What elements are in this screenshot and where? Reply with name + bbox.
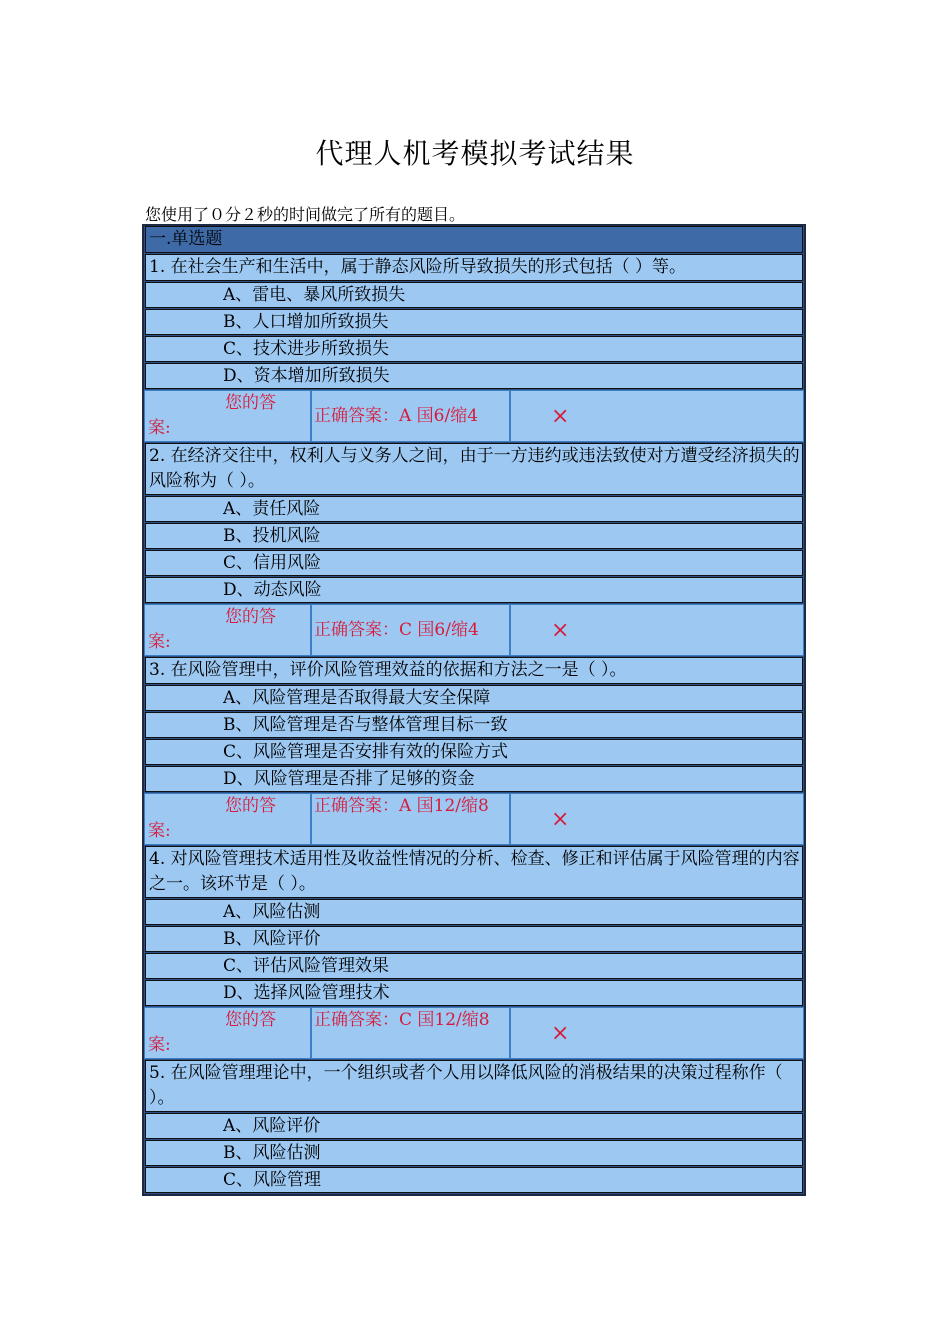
option-row: A、风险管理是否取得最大安全保障 bbox=[145, 685, 803, 711]
option-row: C、风险管理是否安排有效的保险方式 bbox=[145, 739, 803, 765]
option-row: A、风险估测 bbox=[145, 899, 803, 925]
option-row: B、投机风险 bbox=[145, 523, 803, 549]
option-row: D、动态风险 bbox=[145, 577, 803, 603]
your-answer-label: 您的答 案: bbox=[144, 793, 311, 845]
answer-row-4 bbox=[144, 1007, 804, 1059]
option-row: A、风险评价 bbox=[145, 1113, 803, 1139]
answer-row-3 bbox=[144, 793, 804, 845]
question-4: 4. 对风险管理技术适用性及收益性情况的分析、检查、修正和评估属于风险管理的内容之一。该环节是（ ）。 bbox=[145, 846, 803, 898]
option-row: C、风险管理 bbox=[145, 1167, 803, 1193]
wrong-mark-icon: × bbox=[510, 1007, 804, 1059]
correct-answer: 正确答案：A 国6/缩4 bbox=[311, 390, 510, 442]
wrong-mark-icon: × bbox=[510, 793, 804, 845]
option-row: C、技术进步所致损失 bbox=[145, 336, 803, 362]
question-3: 3. 在风险管理中，评价风险管理效益的依据和方法之一是（ ）。 bbox=[145, 657, 803, 684]
option-row: A、责任风险 bbox=[145, 496, 803, 522]
option-row: C、信用风险 bbox=[145, 550, 803, 576]
option-row: B、人口增加所致损失 bbox=[145, 309, 803, 335]
option-row: D、风险管理是否排了足够的资金 bbox=[145, 766, 803, 792]
wrong-mark-icon: × bbox=[510, 604, 804, 656]
your-answer-label: 您的答 案: bbox=[144, 390, 311, 442]
option-row: A、雷电、暴风所致损失 bbox=[145, 282, 803, 308]
option-row: B、风险管理是否与整体管理目标一致 bbox=[145, 712, 803, 738]
question-5: 5. 在风险管理理论中，一个组织或者个人用以降低风险的消极结果的决策过程称作（ ）。 bbox=[145, 1060, 803, 1112]
correct-answer: 正确答案：A 国12/缩8 bbox=[311, 793, 510, 845]
option-row: B、风险评价 bbox=[145, 926, 803, 952]
question-2: 2. 在经济交往中，权利人与义务人之间，由于一方违约或违法致使对方遭受经济损失的风险称为（ ）。 bbox=[145, 443, 803, 495]
answer-row-2 bbox=[144, 604, 804, 656]
question-1: 1. 在社会生产和生活中，属于静态风险所导致损失的形式包括（ ）等。 bbox=[145, 254, 803, 281]
option-row: B、风险估测 bbox=[145, 1140, 803, 1166]
your-answer-label: 您的答 案: bbox=[144, 1007, 311, 1059]
correct-answer: 正确答案：C 国12/缩8 bbox=[311, 1007, 510, 1059]
page-title: 代理人机考模拟考试结果 bbox=[315, 137, 635, 170]
correct-answer: 正确答案：C 国6/缩4 bbox=[311, 604, 510, 656]
option-row: C、评估风险管理效果 bbox=[145, 953, 803, 979]
your-answer-label: 您的答 案: bbox=[144, 604, 311, 656]
results-table bbox=[142, 224, 806, 1196]
answer-row-1 bbox=[144, 390, 804, 442]
section-header-single-choice: 一.单选题 bbox=[145, 226, 803, 253]
option-row: D、选择风险管理技术 bbox=[145, 980, 803, 1006]
option-row: D、资本增加所致损失 bbox=[145, 363, 803, 389]
wrong-mark-icon: × bbox=[510, 390, 804, 442]
time-summary: 您使用了０分２秒的时间做完了所有的题目。 bbox=[145, 205, 466, 224]
